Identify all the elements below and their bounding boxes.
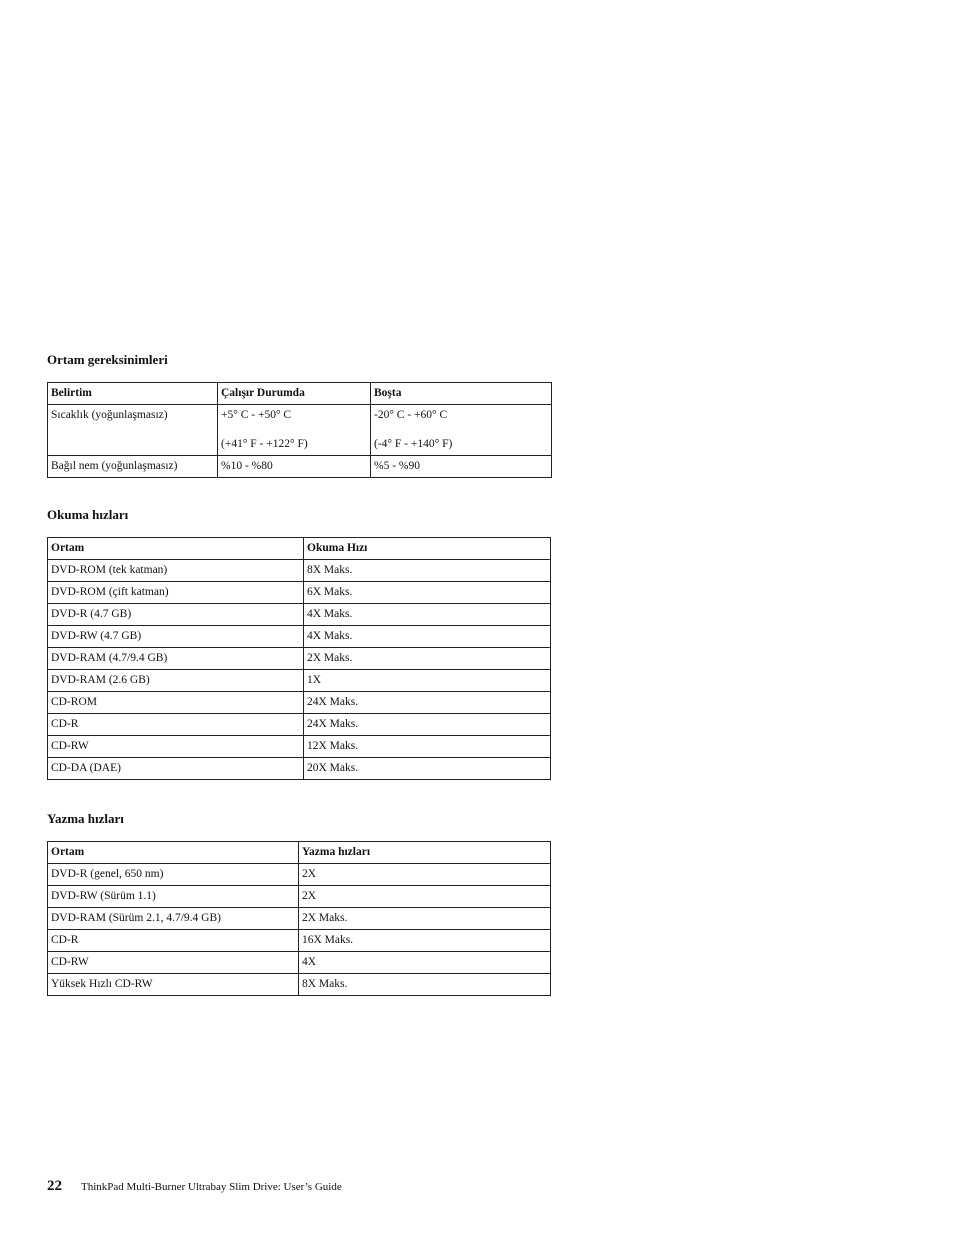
table-cell: 2X <box>299 886 551 908</box>
table-cell: 4X Maks. <box>304 626 551 648</box>
table-cell: CD-ROM <box>48 692 304 714</box>
column-header: Çalışır Durumda <box>218 383 371 405</box>
table-row <box>48 886 551 908</box>
table-header-row <box>48 538 551 560</box>
read-speeds-table <box>47 537 551 780</box>
footer-title: ThinkPad Multi-Burner Ultrabay Slim Drive: User’s Guide <box>81 1181 342 1193</box>
table-row <box>48 456 552 478</box>
table-cell: 6X Maks. <box>304 582 551 604</box>
table-cell: DVD-ROM (tek katman) <box>48 560 304 582</box>
table-cell: DVD-ROM (çift katman) <box>48 582 304 604</box>
table-row <box>48 714 551 736</box>
cell-line: -20° C - +60° C <box>374 409 448 421</box>
table-cell: CD-RW <box>48 736 304 758</box>
table-cell: DVD-RAM (4.7/9.4 GB) <box>48 648 304 670</box>
table-row <box>48 758 551 780</box>
table-cell: CD-R <box>48 930 299 952</box>
table-row <box>48 582 551 604</box>
cell-line: (+41° F - +122° F) <box>221 438 308 450</box>
table-row <box>48 626 551 648</box>
column-header: Ortam <box>48 842 299 864</box>
table-cell: 16X Maks. <box>299 930 551 952</box>
table-cell: 24X Maks. <box>304 692 551 714</box>
read-section-title: Okuma hızları <box>47 507 129 522</box>
cell-line: +5° C - +50° C <box>221 409 292 421</box>
column-header: Ortam <box>48 538 304 560</box>
table-cell: DVD-RW (Sürüm 1.1) <box>48 886 299 908</box>
table-row <box>48 930 551 952</box>
page-footer <box>47 1178 342 1195</box>
write-speeds-table <box>47 841 551 996</box>
table-row <box>48 604 551 626</box>
table-row <box>48 560 551 582</box>
env-section-title: Ortam gereksinimleri <box>47 352 168 367</box>
column-header: Boşta <box>371 383 552 405</box>
table-row <box>48 670 551 692</box>
table-cell: 12X Maks. <box>304 736 551 758</box>
table-cell: DVD-R (genel, 650 nm) <box>48 864 299 886</box>
table-cell: 1X <box>304 670 551 692</box>
table-row <box>48 952 551 974</box>
env-table <box>47 382 552 478</box>
table-cell: 8X Maks. <box>299 974 551 996</box>
table-cell: %5 - %90 <box>371 456 552 478</box>
table-cell <box>371 405 552 456</box>
table-header-row <box>48 842 551 864</box>
write-section-title: Yazma hızları <box>47 811 124 826</box>
table-cell: DVD-RAM (2.6 GB) <box>48 670 304 692</box>
column-header: Okuma Hızı <box>304 538 551 560</box>
table-cell: DVD-RW (4.7 GB) <box>48 626 304 648</box>
table-row <box>48 864 551 886</box>
table-row <box>48 648 551 670</box>
table-cell: CD-RW <box>48 952 299 974</box>
table-cell: 2X <box>299 864 551 886</box>
table-cell: Yüksek Hızlı CD-RW <box>48 974 299 996</box>
table-cell: 8X Maks. <box>304 560 551 582</box>
table-header-row <box>48 383 552 405</box>
table-cell: 20X Maks. <box>304 758 551 780</box>
cell-line: (-4° F - +140° F) <box>374 438 453 450</box>
table-cell: CD-DA (DAE) <box>48 758 304 780</box>
table-row <box>48 692 551 714</box>
table-cell: 2X Maks. <box>299 908 551 930</box>
page-number: 22 <box>47 1178 62 1194</box>
table-cell <box>218 405 371 456</box>
table-row <box>48 908 551 930</box>
table-cell: %10 - %80 <box>218 456 371 478</box>
column-header: Yazma hızları <box>299 842 551 864</box>
table-row <box>48 974 551 996</box>
table-row <box>48 405 552 456</box>
table-cell: Sıcaklık (yoğunlaşmasız) <box>48 405 218 456</box>
table-cell: 24X Maks. <box>304 714 551 736</box>
table-cell: DVD-RAM (Sürüm 2.1, 4.7/9.4 GB) <box>48 908 299 930</box>
table-cell: Bağıl nem (yoğunlaşmasız) <box>48 456 218 478</box>
table-cell: 2X Maks. <box>304 648 551 670</box>
table-cell: 4X <box>299 952 551 974</box>
table-cell: 4X Maks. <box>304 604 551 626</box>
table-cell: DVD-R (4.7 GB) <box>48 604 304 626</box>
column-header: Belirtim <box>48 383 218 405</box>
table-cell: CD-R <box>48 714 304 736</box>
table-row <box>48 736 551 758</box>
